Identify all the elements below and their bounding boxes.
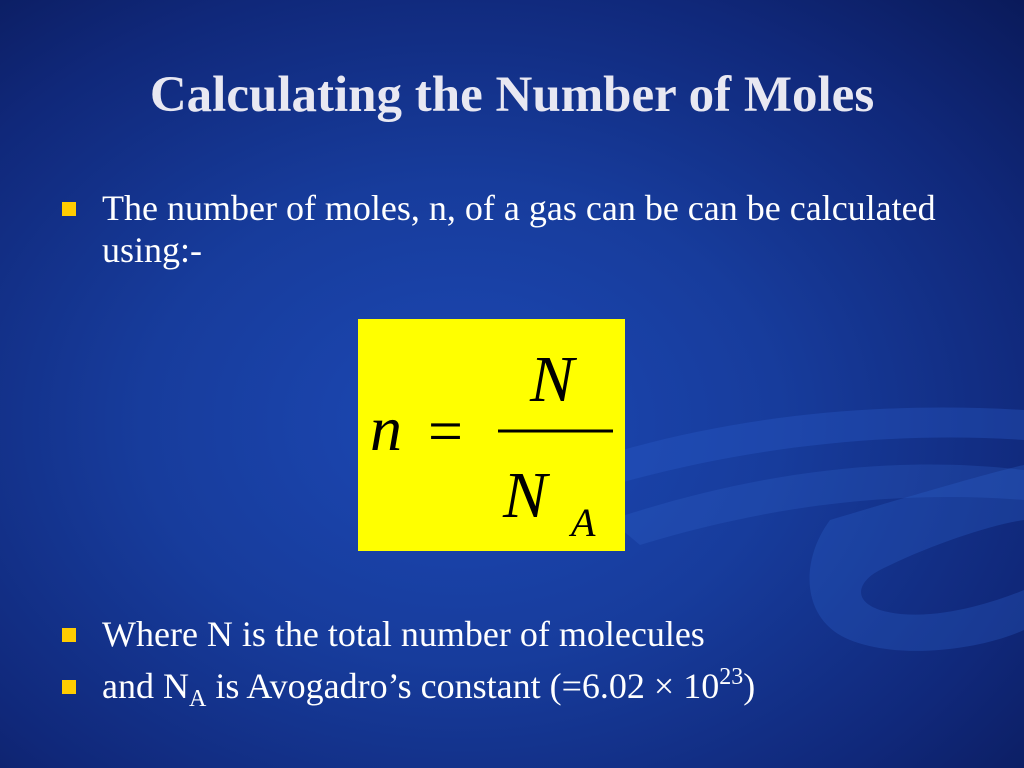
avogadro-subscript: A (188, 686, 207, 712)
formula-equals: = (428, 398, 463, 466)
formula-denominator: N (503, 459, 548, 532)
bullet-square-icon (62, 202, 76, 216)
bullet-item (62, 664, 962, 712)
formula-box (358, 319, 625, 551)
bullet-text-suffix: ) (743, 666, 756, 706)
bullet-text (102, 664, 962, 712)
formula-denominator-subscript: A (571, 500, 596, 545)
bullet-square-icon (62, 628, 76, 642)
formula-equation (358, 319, 625, 551)
slide-title: Calculating the Number of Moles (149, 67, 875, 123)
formula-numerator: N (530, 343, 575, 416)
bullet-text-middle: is Avogadro’s constant (=6.02 × 10 (206, 666, 720, 706)
bullet-square-icon (62, 680, 76, 694)
formula-lhs: n (370, 393, 402, 464)
bullet-text-prefix: and N (102, 666, 189, 706)
bullet-text: The number of moles, n, of a gas can be can be calculated using:- (102, 188, 936, 270)
bullet-item (62, 613, 962, 655)
bullet-item (62, 187, 962, 271)
bullet-text: Where N is the total number of molecules (102, 614, 705, 654)
exponent-superscript: 23 (719, 664, 744, 690)
